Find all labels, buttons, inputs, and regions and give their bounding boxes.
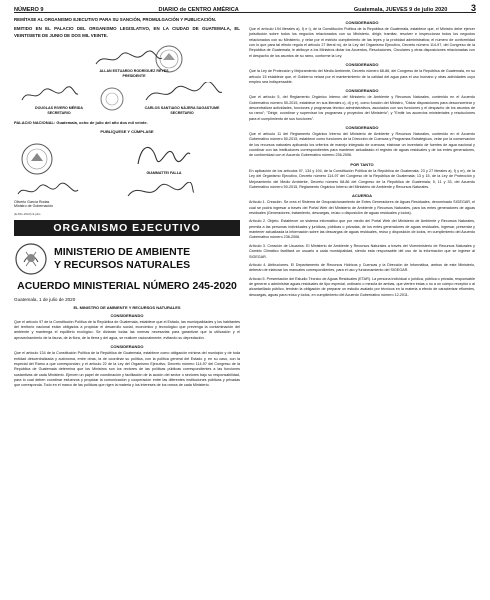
signature-5-role: Ministro de Gobernación — [14, 204, 54, 209]
signature-block-1 — [14, 42, 240, 82]
right-column — [249, 17, 475, 392]
article-5: Artículo 5. Presentación del Estudio Técnico de Aguas Residuales (ETAR). La persona individual o jurídica, pública o privada, responsable de generar o administrar aguas residuales de tipo especial, ordinario o mezcla de ambas, que vierten éstas o no a un cuerpo receptor o al alcantarillado público, tendrán la obligación de preparar un estudio avalado por técnicos en la materia a efecto de caracterizar efluentes, descargas, aguas para reúso y lodos, en cumplimiento del Acuerdo Gubernativo número 12-2011. — [249, 276, 475, 297]
signature-3-icon — [144, 82, 224, 104]
considerando-paragraph-1: Que el artículo 97 de la Constitución Política de la República de Guatemala, establece que el Estado, las municipalidades y los habitantes del territorio nacional están obligados a propiciar el desarrollo social, económico y tecnológico que prevenga la contaminación del ambiente y mantenga el equilibrio ecológico. Se dictarán todas las normas necesarias para garantizar que la utilización y el aprovechamiento de la fauna, de la flora, de la tierra y del agua, se realicen racionalmente, evitando su depredación. — [14, 319, 240, 340]
signature-3-role: SECRETARIO — [170, 110, 194, 115]
por-tanto-paragraph: En aplicación de los artículos 97, 134 y 194, de la Constitución Política de la República de Guatemala; 23 y 27 literales a), f) y m), de la Ley del Organismo Ejecutivo, Decreto número 114-97 del Congreso de la República de Guatemala; 13 y 15, de la Ley de Protección y Mejoramiento del Medio Ambiente, Decreto número 68-86 del Congreso de la República de Guatemala; 5, 11 y 33, del Acuerdo Gubernativo número 50-2015, Reglamento Orgánico Interno del Ministerio de Ambiente y Recursos Naturales. — [249, 168, 475, 189]
por-tanto-label: POR TANTO — [350, 161, 374, 167]
government-seal-icon — [20, 142, 54, 176]
signature-4-icon — [132, 138, 192, 168]
acuerdo-title: ACUERDO MINISTERIAL NÚMERO 245-2020 — [17, 279, 237, 292]
considerando-label-5: CONSIDERANDO — [345, 88, 379, 94]
signature-2-icon — [20, 84, 80, 104]
signature-6-icon — [126, 182, 196, 202]
page-number: 3 — [470, 3, 476, 13]
considerando-paragraph-6: Que el artículo 11 del Reglamento Orgánico Interno del Ministerio de Ambiente y Recursos Naturales, contenido en el Acuerdo Gubernativo número 50-2015, establece como funciones de la Dirección de Cuencas y Programas Estratégicos, velar por la conservación de los recursos naturales aplicando los criterios de manejo integrado de cuencas; elaborar un inventario de fuentes de agua nacional y coordinar con las instituciones correspondientes para mantener actualizado el registro de aguas residuales y de los entes generadores, de conformidad con el Acuerdo Gubernativo número 236-2006. — [249, 132, 475, 158]
signature-3-name: CARLOS SANTIAGO NÁJERA SAGASTUME — [144, 106, 220, 111]
remitase-text: REMÍTASE AL ORGANISMO EJECUTIVO PARA SU SANCIÓN, PROMULGACIÓN Y PUBLICACIÓN. — [14, 17, 216, 22]
publication-reference: (E-811-2020)-9-julio — [14, 211, 41, 216]
acuerda-label: ACUERDA — [352, 193, 372, 199]
article-2: Artículo 2. Objeto. Establecer un sistema informático que por medio del Portal Web del Ministerio de Ambiente y Recursos Naturales, permita a las personas individuales y jurídicas, públicas o privadas, de los entes generadores de aguas residuales, ingresar, presentar y mantener actualizada la información sobre las descargas de aguas residuales, reúso y disposición de lodos, en cumplimiento del Acuerdo Gubernativo número 236-2006. — [249, 219, 475, 240]
page-header — [14, 0, 476, 13]
considerando-label-3: CONSIDERANDO — [345, 20, 379, 25]
signature-2-role: SECRETARIO — [47, 110, 71, 115]
ministry-title-line1: MINISTERIO DE AMBIENTE — [54, 246, 191, 259]
considerando-label-1: CONSIDERANDO — [110, 312, 144, 318]
acuerdo-date: Guatemala, 1 de julio de 2020 — [14, 296, 76, 302]
coat-of-arms-icon — [14, 242, 48, 276]
signature-block-2 — [14, 82, 240, 120]
signature-5-name: Oliverio García Rodas — [14, 199, 50, 204]
considerando-paragraph-2: Que el artículo 134 de la Constitución Política de la República de Guatemala, establece como obligación mínima del municipio y de toda entidad descentralizada y autónoma, entre otras, la de coordinar su política, con la política general del Estado y, en su caso, con la especial del Ramo a que correspondan; y el artículo 22 de la Ley del Organismo Ejecutivo, Decreto número 114-97 del Congreso de la República de Guatemala determina que los Ministros son los rectores de las políticas públicas correspondientes a las funciones sustantivas de cada Ministerio. Ejercen un papel de coordinación y facilitación de la acción del sector o sectores bajo su responsabilidad, para lo cual deben coordinar esfuerzos y propiciar la comunicación y cooperación entre las diferentes instituciones públicas y privadas que corresponda. Todo en el marco de las políticas que rigen la materia y los intereses de los ramos de cada Ministerio. — [14, 351, 240, 388]
publiquese-text: PUBLÍQUESE Y CÚMPLASE — [100, 128, 154, 134]
left-column — [14, 17, 240, 392]
considerando-label-6: CONSIDERANDO — [345, 125, 379, 131]
article-3: Artículo 3. Creación de Usuarios. El Ministerio de Ambiente y Recursos Naturales a través del Viceministerio de Recursos Naturales y Cambio Climático facilitará un usuario a cada municipalidad, siendo esta responsable del uso de la información que se ingrese al SIGEGAR. — [249, 243, 475, 259]
issue-date: Guatemala, JUEVES 9 de julio 2020 — [353, 7, 448, 13]
signature-block-4 — [14, 138, 240, 182]
signature-1-icon — [94, 50, 164, 68]
signature-1-role: PRESIDENTE — [122, 73, 146, 78]
emitido-text: EMITIDO EN EL PALACIO DEL ORGANISMO LEGISLATIVO, EN LA CIUDAD DE GUATEMALA, EL VEINTISIETE DE JUNIO DE DOS MIL VEINTE. — [14, 26, 240, 38]
signature-2-name: DOUGLAS RIVERO MÉRIDA — [35, 106, 83, 111]
ministry-title-line2: Y RECURSOS NATURALES — [54, 258, 191, 271]
signature-5-icon — [16, 182, 80, 200]
minister-heading: EL MINISTRO DE AMBIENTE Y RECURSOS NATURALES — [73, 304, 181, 310]
considerando-label-2: CONSIDERANDO — [110, 344, 144, 350]
signature-4-name: GIAMMATTEI FALLA — [146, 170, 182, 175]
newspaper-name: DIARIO de CENTRO AMÉRICA — [158, 7, 239, 13]
considerando-label-4: CONSIDERANDO — [345, 62, 379, 68]
considerando-paragraph-4: Que la Ley de Protección y Mejoramiento del Medio Ambiente, Decreto número 68-86, del Congreso de la República de Guatemala, en su artículo 15 establece que, el Gobierno velará por el mantenimiento de la calidad del agua para el uso humano y otras actividades cuyo empleo sea indispensable. — [249, 69, 475, 84]
signature-1-name: ALLAN ESTUARDO RODRÍGUEZ REYES — [99, 69, 169, 74]
article-1: Artículo 1. Creación. Se crea el Sistema de Geoposicionamiento de Entes Generadores de Aguas Residuales, denominado SIGEGAR, el cual se podrá ingresar a través del Portal Web del Ministerio de Ambiente y Recursos Naturales, para los entes generadores de aguas residuales (Generadores, tratamiento, descargas, reúso o disposición de aguas residuales y lodos). — [249, 200, 475, 215]
palacio-text: PALACIO NACIONAL: Guatemala, ocho de julio del año dos mil veinte. — [14, 120, 148, 126]
ministry-heading — [14, 242, 240, 276]
article-4: Artículo 4. Atribuciones. El Departamento de Recursos Hídricos y Cuencas y la Dirección de Informática, ambos de este Ministerio, deberán de elaborar los manuales correspondientes, para el uso y funcionamiento del SIGEGAR. — [249, 262, 475, 273]
section-band: ORGANISMO EJECUTIVO — [14, 220, 240, 236]
signature-block-5 — [14, 182, 240, 212]
page-label: NÚMERO 9 — [14, 7, 44, 13]
considerando-paragraph-5: Que el artículo 5, del Reglamento Orgánico Interno del Ministerio de Ambiente y Recursos Naturales, contenido en el Acuerdo Gubernativo número 50-2015, establece en sus literales c), d) y e), como función del Ministro, "Dictar disposiciones para desconcentrar y descentralizar actividades, funciones y programas técnico administrativos, asociados con sus funciones y el despacho de los asuntos de su ramo"; "Dirigir, coordinar y supervisar los programas y proyectos del Ministerio"; y "Emitir los acuerdos ministeriales y resoluciones para el cumplimiento de sus funciones". — [249, 95, 475, 121]
considerando-paragraph-3: Que el artículo 194 literales a), f) e i), de la Constitución Política de la República de Guatemala, establece que, el Ministro debe ejercer jurisdicción sobre todos los negocios relacionados con su Ministerio, dirigir, tramitar, resolver e inspeccionar todos los negocios relacionados con su Ministerio, y velar por el estricto cumplimiento de las leyes y la probidad administrativa; el número de conformidad con lo que para tal efecto regula el artículo 27 literal m), de la Ley del Organismo Ejecutivo, Decreto número 114-97, del Congreso de la República de Guatemala, le atribuye a los Ministros dictar los Acuerdos, Resoluciones, Circulares y otras disposiciones relacionadas con el despacho de los asuntos de su ramo, conforme la Ley. — [249, 27, 475, 58]
